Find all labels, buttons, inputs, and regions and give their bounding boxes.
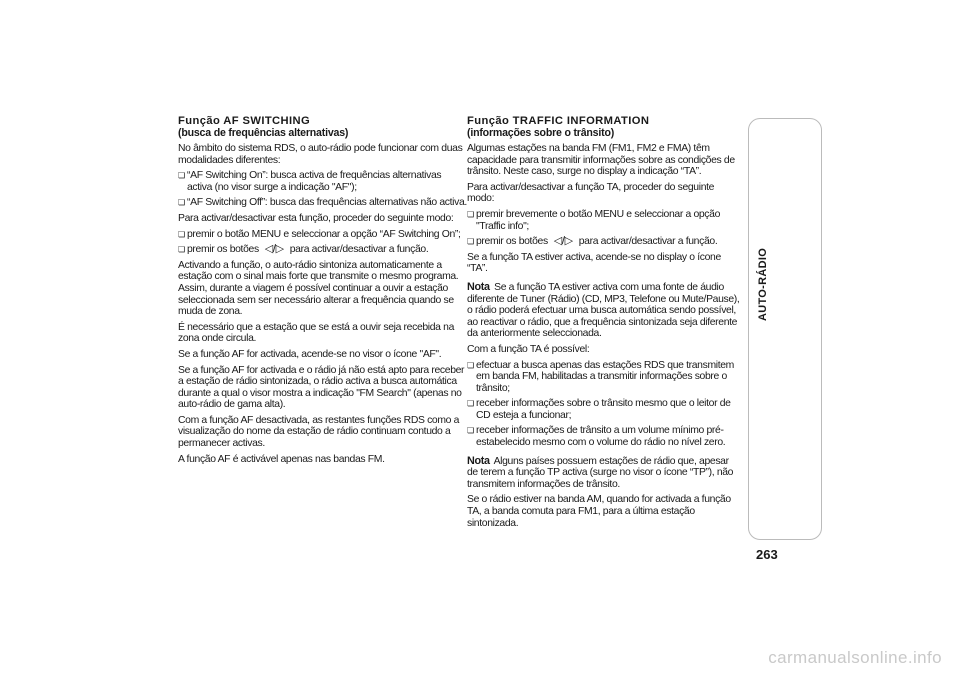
af-step-buttons-text: premir os botões [187,244,259,256]
section-label: AUTO-RÁDIO [757,247,769,321]
af-step-buttons-text-end: para activar/desactivar a função. [289,244,429,256]
ta-bullet: ❏ efectuar a busca apenas das estações RDS que transmitem em banda FM, habilitadas a transmitir informações sobre o trânsito; [467,360,742,395]
ta-step-buttons-text-end: para activar/desactivar a função. [578,236,718,248]
ta-possible-intro: Com a função TA é possível: [467,343,590,355]
nota-label: Nota [467,454,490,467]
af-paragraph: A função AF é activável apenas nas bandas FM. [178,453,385,465]
watermark: carmanualsonline.info [768,648,942,667]
section-heading-traffic-information: Função TRAFFIC INFORMATION [467,115,650,127]
nota-text: Se a função TA estiver activa com uma fonte de áudio diferente de Tuner (Rádio) (CD, MP3, Telefone ou Mute/Pause), o rádio poderá efectuar uma busca automática sendo possível, ao reactivar o rádio, que a frequência sintonizada seja diferente da anteriormente seleccionada. [467,281,740,340]
af-procedure-intro: Para activar/desactivar esta função, proceder do seguinte modo: [178,212,454,224]
ta-bullet: ❏ receber informações sobre o trânsito mesmo que o leitor de CD esteja a funcionar; [467,398,742,421]
section-subheading-af: (busca de frequências alternativas) [178,127,349,139]
left-column [178,115,468,469]
af-bullet-on: ❏ “AF Switching On”: busca activa de frequências alternativas activa (no visor surge a indicação "AF"); [178,170,468,193]
af-paragraph: É necessário que a estação que se está a ouvir seja recebida na zona onde circula. [178,321,455,345]
ta-step-buttons [467,236,742,248]
af-intro: No âmbito do sistema RDS, o auto-rádio pode funcionar com duas modalidades diferentes: [178,143,463,166]
section-subheading-traffic: (informações sobre o trânsito) [467,127,615,139]
nota-text: Alguns países possuem estações de rádio que, apesar de terem a função TP activa (surge no visor o ícone “TP”), não transmitem informações de trânsito. [467,455,734,490]
ta-step-menu: ❏ premir brevemente o botão MENU e seleccionar a opção "Traffic info"; [467,209,742,232]
nota-label: Nota [467,280,490,293]
af-step-menu: ❏ premir o botão MENU e seleccionar a opção “AF Switching On”; [178,229,468,241]
ta-procedure-intro: Para activar/desactivar a função TA, proceder do seguinte modo: [467,181,715,205]
af-paragraph: Com a função AF desactivada, as restantes funções RDS como a visualização do nome da estação de rádio continuam contudo a permanecer activas. [178,414,460,450]
ta-active-note: Se a função TA estiver activa, acende-se no display o ícone “TA”. [467,251,721,275]
af-step-buttons [178,244,468,256]
right-column [467,115,742,533]
page-number: 263 [756,547,778,562]
left-right-arrows-icon: ◁/▷ [553,235,573,248]
nota-2 [467,456,742,491]
af-paragraph: Activando a função, o auto-rádio sintoniza automaticamente a estação com o sinal mais forte que transmite o mesmo programa. Assim, durante a viagem é possível continuar a ouvir a estação seleccionada sem ser necessário alterar a frequência quando se muda de zona. [178,259,459,318]
am-band-note: Se o rádio estiver na banda AM, quando for activada a função TA, a banda comuta para FM1, para a última estação sintonizada. [467,494,731,529]
af-bullet-off: ❏ “AF Switching Off”: busca das frequências alternativas não activa. [178,197,468,209]
ta-bullet: ❏ receber informações de trânsito a um volume mínimo pré-estabelecido mesmo com o volume do rádio no nível zero. [467,425,742,448]
left-right-arrows-icon: ◁/▷ [264,243,284,256]
ta-step-buttons-text: premir os botões [476,236,548,248]
af-paragraph: Se a função AF for activada e o rádio já não está apto para receber a estação de rádio sintonizada, o rádio activa a busca automática durante a qual o visor mostra a indicação "FM Search" (apenas no auto-rádio de gama alta). [178,364,465,411]
nota-1 [467,282,742,340]
af-paragraph: Se a função AF for activada, acende-se no visor o ícone "AF". [178,348,442,360]
ta-intro: Algumas estações na banda FM (FM1, FM2 e FMA) têm capacidade para transmitir informações sobre as condições de trânsito. Neste caso, surge no display a indicação “TA”. [467,143,735,178]
section-heading-af-switching: Função AF SWITCHING [178,115,311,127]
